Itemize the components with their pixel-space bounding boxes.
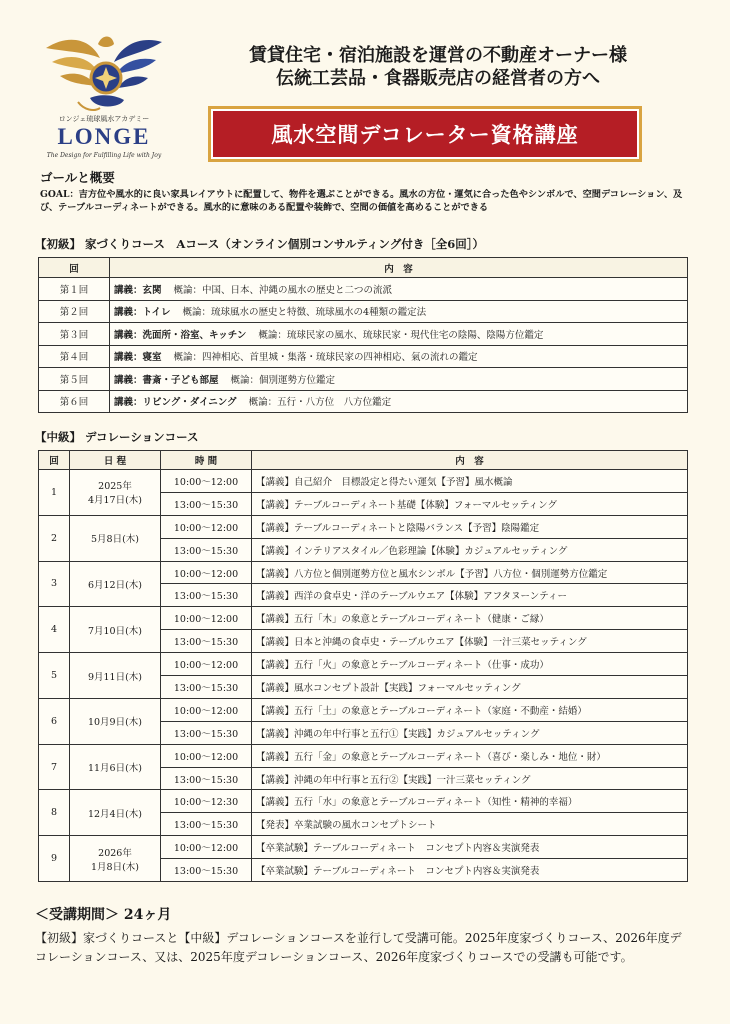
session-day: 4月17日(木) <box>87 495 143 507</box>
beginner-table <box>38 257 688 413</box>
content-cell <box>110 345 688 368</box>
table-row <box>39 368 688 391</box>
slot-time: 10:00～12:00 <box>161 561 252 584</box>
round-cell: 第５回 <box>39 368 110 391</box>
slot-time: 10:00～12:00 <box>161 470 252 493</box>
session-day: 6月12日(木) <box>87 579 143 591</box>
target-audience <box>208 44 668 90</box>
slot-content: 【卒業試験】テーブルコーディネート コンセプト内容＆実演発表 <box>252 836 688 859</box>
lecture-text: 講義：洗面所・浴室、キッチン <box>114 329 247 341</box>
slot-content: 【講義】沖縄の年中行事と五行②【実践】一汁三菜セッティング <box>252 767 688 790</box>
session-day: 10月9日(木) <box>87 717 143 729</box>
round-cell: 第６回 <box>39 390 110 413</box>
round-cell: 第２回 <box>39 300 110 323</box>
session-date <box>70 698 161 744</box>
goal-text: GOAL：吉方位や風水的に良い家具レイアウトに配置して、物件を選ぶことができる。風水の方位・運気に合った色やシンボルで、空間デコレーション、及び、テーブルコーディネートができる。風水的に意味のある配置や装飾で、空間の価値を高めることができる <box>40 189 683 213</box>
brand-tagline: The Design for Fulfilling Life with Joy <box>46 152 162 159</box>
slot-time: 13:00～15:30 <box>161 584 252 607</box>
academy-logo <box>38 28 170 173</box>
overview-text: 概論：琉球風水の歴史と特徴、琉球風水の4種類の鑑定法 <box>182 307 427 319</box>
course-title-banner <box>208 106 642 162</box>
overview-text: 概論：四神相応、首里城・集落・琉球民家の四神相応、氣の流れの鑑定 <box>173 352 478 364</box>
slot-content: 【講義】五行「水」の象意とテーブルコーディネート（知性・精神的幸福） <box>252 790 688 813</box>
overview-text: 概論：琉球民家の風水、琉球民家・現代住宅の陰陽、陰陽方位鑑定 <box>258 329 544 341</box>
session-year: 2025年 <box>98 481 132 493</box>
intermediate-table <box>38 450 688 882</box>
slot-content: 【講義】風水コンセプト設計【実践】フォーマルセッティング <box>252 676 688 699</box>
session-number: 8 <box>39 790 70 836</box>
session-day: 7月10日(木) <box>87 625 143 637</box>
table-row <box>39 390 688 413</box>
phoenix-emblem-icon <box>38 28 170 116</box>
table-row <box>39 300 688 323</box>
academy-name-text: ロンジェ琉球風水アカデミー <box>58 115 150 123</box>
course-period: ＜受講期間＞ 24ヶ月 <box>35 907 172 923</box>
slot-time: 13:00～15:30 <box>161 721 252 744</box>
table-row <box>39 515 688 538</box>
intermediate-heading: 【中級】 デコレーションコース <box>35 430 199 444</box>
content-cell <box>110 300 688 323</box>
session-date <box>70 790 161 836</box>
slot-time: 10:00～12:00 <box>161 698 252 721</box>
content-cell <box>110 278 688 301</box>
lecture-text: 講義：玄関 <box>114 284 162 296</box>
session-date <box>70 515 161 561</box>
slot-content: 【卒業試験】テーブルコーディネート コンセプト内容＆実演発表 <box>252 859 688 882</box>
slot-content: 【講義】インテリアスタイル／色彩理論【体験】カジュアルセッティング <box>252 538 688 561</box>
session-number: 3 <box>39 561 70 607</box>
overview-text: 概論：中国、日本、沖縄の風水の歴史と二つの流派 <box>173 284 393 296</box>
round-cell: 第４回 <box>39 345 110 368</box>
slot-time: 13:00～15:30 <box>161 859 252 882</box>
session-date <box>70 836 161 882</box>
intermediate-header-row <box>39 451 688 470</box>
session-date <box>70 561 161 607</box>
slot-time: 10:00～12:00 <box>161 836 252 859</box>
table-row <box>39 470 688 493</box>
col-date-header: 日 程 <box>70 451 161 470</box>
content-cell <box>110 323 688 346</box>
slot-content: 【講義】沖縄の年中行事と五行①【実践】カジュアルセッティング <box>252 721 688 744</box>
goal-heading: ゴールと概要 <box>40 170 115 185</box>
lecture-text: 講義：書斎・子ども部屋 <box>114 374 219 386</box>
table-row <box>39 345 688 368</box>
table-row <box>39 278 688 301</box>
slot-content: 【講義】八方位と個別運勢方位と風水シンボル【予習】八方位・個別運勢方位鑑定 <box>252 561 688 584</box>
beginner-table-body <box>39 278 688 413</box>
table-row <box>39 323 688 346</box>
session-number: 9 <box>39 836 70 882</box>
table-row <box>39 790 688 813</box>
slot-content: 【講義】五行「火」の象意とテーブルコーディネート（仕事・成功） <box>252 653 688 676</box>
col-time-header: 時 間 <box>161 451 252 470</box>
target-line-2: 伝統工芸品・食器販売店の経営者の方へ <box>276 68 600 89</box>
session-number: 7 <box>39 744 70 790</box>
content-cell <box>110 390 688 413</box>
table-row <box>39 607 688 630</box>
slot-time: 13:00～15:30 <box>161 767 252 790</box>
col-content-header: 内 容 <box>110 258 688 278</box>
col-round-header: 回 <box>39 451 70 470</box>
overview-text: 概論：個別運勢方位鑑定 <box>230 374 336 386</box>
enrollment-note: 【初級】家づくりコースと【中級】デコレーションコースを並行して受講可能。2025年度家づくりコース、2026年度デコレーションコース、又は、2025年度デコレーションコース、2026年度家づくりコースでの受講も可能です。 <box>35 931 682 964</box>
slot-content: 【講義】五行「木」の象意とテーブルコーディネート（健康・ご縁） <box>252 607 688 630</box>
session-day: 12月4日(木) <box>87 808 143 820</box>
table-row <box>39 744 688 767</box>
slot-content: 【講義】テーブルコーディネート基礎【体験】フォーマルセッティング <box>252 492 688 515</box>
slot-content: 【講義】五行「金」の象意とテーブルコーディネート（喜び・楽しみ・地位・財） <box>252 744 688 767</box>
session-day: 11月6日(木) <box>87 763 143 775</box>
session-date <box>70 744 161 790</box>
table-row <box>39 653 688 676</box>
slot-time: 10:00～12:00 <box>161 744 252 767</box>
slot-time: 13:00～15:30 <box>161 813 252 836</box>
session-date <box>70 653 161 699</box>
beginner-header-row <box>39 258 688 278</box>
slot-time: 13:00～15:30 <box>161 676 252 699</box>
lecture-text: 講義：トイレ <box>114 307 171 319</box>
content-cell <box>110 368 688 391</box>
slot-time: 10:00～12:30 <box>161 790 252 813</box>
session-year: 2026年 <box>98 847 132 859</box>
target-line-1: 賃貸住宅・宿泊施設を運営の不動産オーナー様 <box>249 45 627 66</box>
session-day: 9月11日(木) <box>87 671 143 683</box>
lecture-text: 講義：寝室 <box>114 352 162 364</box>
session-day: 5月8日(木) <box>90 534 139 546</box>
table-row <box>39 836 688 859</box>
round-cell: 第１回 <box>39 278 110 301</box>
slot-content: 【講義】テーブルコーディネートと陰陽バランス【予習】陰陽鑑定 <box>252 515 688 538</box>
session-number: 1 <box>39 470 70 516</box>
session-number: 6 <box>39 698 70 744</box>
session-number: 5 <box>39 653 70 699</box>
slot-content: 【講義】五行「土」の象意とテーブルコーディネート（家庭・不動産・結婚） <box>252 698 688 721</box>
slot-time: 10:00～12:00 <box>161 515 252 538</box>
lecture-text: 講義：リビング・ダイニング <box>114 397 237 409</box>
beginner-heading: 【初級】 家づくりコース Aコース（オンライン個別コンサルティング付き［全6回］） <box>35 237 484 251</box>
slot-time: 13:00～15:30 <box>161 538 252 561</box>
table-row <box>39 561 688 584</box>
session-date <box>70 470 161 516</box>
round-cell: 第３回 <box>39 323 110 346</box>
slot-time: 10:00～12:00 <box>161 653 252 676</box>
slot-content: 【講義】自己紹介 目標設定と得たい運気【予習】風水概論 <box>252 470 688 493</box>
session-date <box>70 607 161 653</box>
table-row <box>39 698 688 721</box>
course-title: 風水空間デコレーター資格講座 <box>271 122 579 147</box>
col-round-header: 回 <box>39 258 110 278</box>
slot-time: 13:00～15:30 <box>161 492 252 515</box>
brand-name: LONGE <box>57 124 151 149</box>
session-number: 4 <box>39 607 70 653</box>
slot-content: 【講義】日本と沖縄の食卓史・テーブルウエア【体験】一汁三菜セッティング <box>252 630 688 653</box>
slot-content: 【講義】西洋の食卓史・洋のテーブルウエア【体験】アフタヌーンティー <box>252 584 688 607</box>
session-day: 1月8日(木) <box>90 861 139 873</box>
overview-text: 概論：五行・八方位 八方位鑑定 <box>248 397 392 409</box>
intermediate-table-body <box>39 470 688 882</box>
slot-time: 10:00～12:00 <box>161 607 252 630</box>
session-number: 2 <box>39 515 70 561</box>
col-content-header: 内 容 <box>252 451 688 470</box>
slot-content: 【発表】卒業試験の風水コンセプトシート <box>252 813 688 836</box>
slot-time: 13:00～15:30 <box>161 630 252 653</box>
